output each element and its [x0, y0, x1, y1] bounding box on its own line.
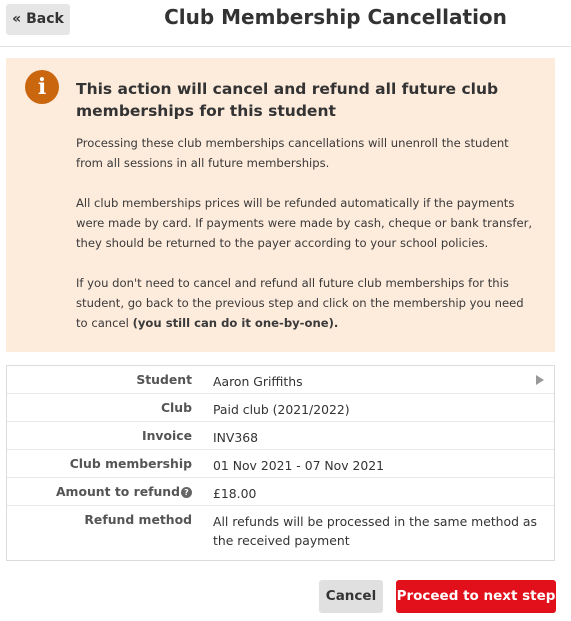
student-value: Aaron Griffiths — [213, 374, 303, 389]
membership-label: Club membership — [69, 456, 192, 471]
student-label: Student — [136, 372, 192, 387]
page-title: Club Membership Cancellation — [164, 5, 507, 29]
refund-method-label: Refund method — [84, 512, 192, 527]
row-divider — [7, 449, 554, 450]
refund-method-value: All refunds will be processed in the same method as the received payment — [213, 514, 537, 548]
alert-paragraph-unenroll: Processing these club memberships cancellations will unenroll the student from all sessions in all future memberships. — [76, 136, 509, 170]
alert-heading: This action will cancel and refund all future club memberships for this student — [76, 80, 499, 120]
help-icon[interactable]: ? — [181, 487, 192, 498]
membership-value: 01 Nov 2021 - 07 Nov 2021 — [213, 458, 385, 473]
warning-alert — [6, 58, 555, 352]
alert-paragraph-one-by-one: If you don't need to cancel and refund all future club memberships for this student, go back to the previous step and click on the membership you need to cancel (you still can do it one-by-one). — [76, 276, 524, 330]
row-divider — [7, 421, 554, 422]
row-divider — [7, 393, 554, 394]
info-icon: i — [25, 70, 59, 104]
amount-label: Amount to refund ? — [56, 484, 180, 499]
chevron-right-icon[interactable] — [536, 375, 544, 385]
invoice-label: Invoice — [141, 428, 192, 443]
cancel-button[interactable]: Cancel — [319, 580, 383, 613]
amount-value: £18.00 — [213, 486, 257, 501]
membership-details-table — [6, 365, 555, 561]
page-header — [0, 0, 571, 47]
alert-paragraph-refund: All club memberships prices will be refunded automatically if the payments were made by card. If payments were made by cash, cheque or bank transfer, they should be returned to the payer according to your school policies. — [76, 196, 533, 250]
row-divider — [7, 505, 554, 506]
invoice-value: INV368 — [213, 430, 259, 445]
proceed-next-step-button[interactable]: Proceed to next step — [396, 580, 556, 613]
club-value: Paid club (2021/2022) — [213, 402, 350, 417]
back-button[interactable]: « Back — [6, 4, 70, 35]
row-divider — [7, 477, 554, 478]
club-label: Club — [160, 400, 192, 415]
